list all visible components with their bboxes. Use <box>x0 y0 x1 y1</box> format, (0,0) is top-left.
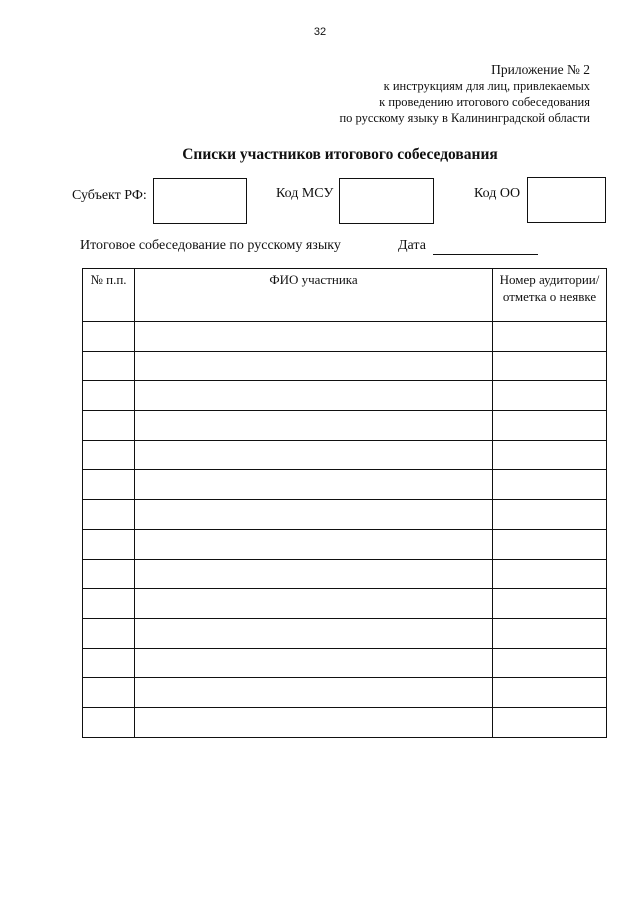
appendix-header <box>339 62 590 126</box>
row-number-cell[interactable] <box>83 351 135 381</box>
document-title: Списки участников итогового собеседования <box>182 146 498 163</box>
table-row <box>83 529 607 559</box>
participant-name-cell[interactable] <box>135 648 493 678</box>
msu-code-label: Код МСУ <box>276 186 334 201</box>
room-absence-cell[interactable] <box>493 648 607 678</box>
table-row <box>83 440 607 470</box>
room-absence-cell[interactable] <box>493 529 607 559</box>
room-absence-cell[interactable] <box>493 381 607 411</box>
participant-name-cell[interactable] <box>135 470 493 500</box>
row-number-cell[interactable] <box>83 411 135 441</box>
room-absence-cell[interactable] <box>493 618 607 648</box>
table-row <box>83 707 607 737</box>
appendix-title: Приложение № 2 <box>491 62 590 77</box>
room-absence-cell[interactable] <box>493 559 607 589</box>
table-row <box>83 351 607 381</box>
date-label: Дата <box>398 238 426 253</box>
row-number-cell[interactable] <box>83 322 135 352</box>
table-row <box>83 411 607 441</box>
row-number-cell[interactable] <box>83 618 135 648</box>
participant-name-cell[interactable] <box>135 500 493 530</box>
room-absence-cell[interactable] <box>493 411 607 441</box>
row-number-cell[interactable] <box>83 707 135 737</box>
appendix-line-2: к проведению итогового собеседования <box>379 95 590 109</box>
participant-name-cell[interactable] <box>135 440 493 470</box>
row-number-cell[interactable] <box>83 470 135 500</box>
subject-label: Субъект РФ: <box>72 188 147 203</box>
subject-input-box[interactable] <box>153 178 247 224</box>
column-header-name: ФИО участника <box>135 269 493 322</box>
row-number-cell[interactable] <box>83 500 135 530</box>
row-number-cell[interactable] <box>83 381 135 411</box>
participant-name-cell[interactable] <box>135 381 493 411</box>
subject-line: Итоговое собеседование по русскому языку <box>80 238 341 253</box>
table-row <box>83 648 607 678</box>
table-row <box>83 500 607 530</box>
date-input-line[interactable] <box>433 254 538 255</box>
appendix-line-1: к инструкциям для лиц, привлекаемых <box>383 79 590 93</box>
participants-table <box>82 268 607 738</box>
participant-name-cell[interactable] <box>135 559 493 589</box>
oo-code-label: Код ОО <box>474 186 521 201</box>
table-row <box>83 322 607 352</box>
participant-name-cell[interactable] <box>135 411 493 441</box>
row-number-cell[interactable] <box>83 648 135 678</box>
row-number-cell[interactable] <box>83 559 135 589</box>
table-row <box>83 470 607 500</box>
row-number-cell[interactable] <box>83 529 135 559</box>
table-row <box>83 381 607 411</box>
row-number-cell[interactable] <box>83 440 135 470</box>
page-number: 32 <box>313 26 327 38</box>
room-absence-cell[interactable] <box>493 322 607 352</box>
room-absence-cell[interactable] <box>493 470 607 500</box>
appendix-line-3: по русскому языку в Калининградской области <box>339 111 590 125</box>
room-absence-cell[interactable] <box>493 351 607 381</box>
column-header-room: Номер аудитории/ отметка о неявке <box>493 269 607 322</box>
room-absence-cell[interactable] <box>493 707 607 737</box>
participant-name-cell[interactable] <box>135 351 493 381</box>
oo-code-input-box[interactable] <box>527 177 606 223</box>
column-header-number: № п.п. <box>83 269 135 322</box>
table-row <box>83 678 607 708</box>
room-absence-cell[interactable] <box>493 678 607 708</box>
participant-name-cell[interactable] <box>135 618 493 648</box>
participant-name-cell[interactable] <box>135 707 493 737</box>
room-absence-cell[interactable] <box>493 500 607 530</box>
table-row <box>83 618 607 648</box>
room-absence-cell[interactable] <box>493 440 607 470</box>
participant-name-cell[interactable] <box>135 529 493 559</box>
participant-name-cell[interactable] <box>135 678 493 708</box>
table-row <box>83 589 607 619</box>
participant-name-cell[interactable] <box>135 589 493 619</box>
participant-name-cell[interactable] <box>135 322 493 352</box>
row-number-cell[interactable] <box>83 678 135 708</box>
room-absence-cell[interactable] <box>493 589 607 619</box>
row-number-cell[interactable] <box>83 589 135 619</box>
msu-code-input-box[interactable] <box>339 178 434 224</box>
table-header-row <box>83 269 607 322</box>
table-row <box>83 559 607 589</box>
